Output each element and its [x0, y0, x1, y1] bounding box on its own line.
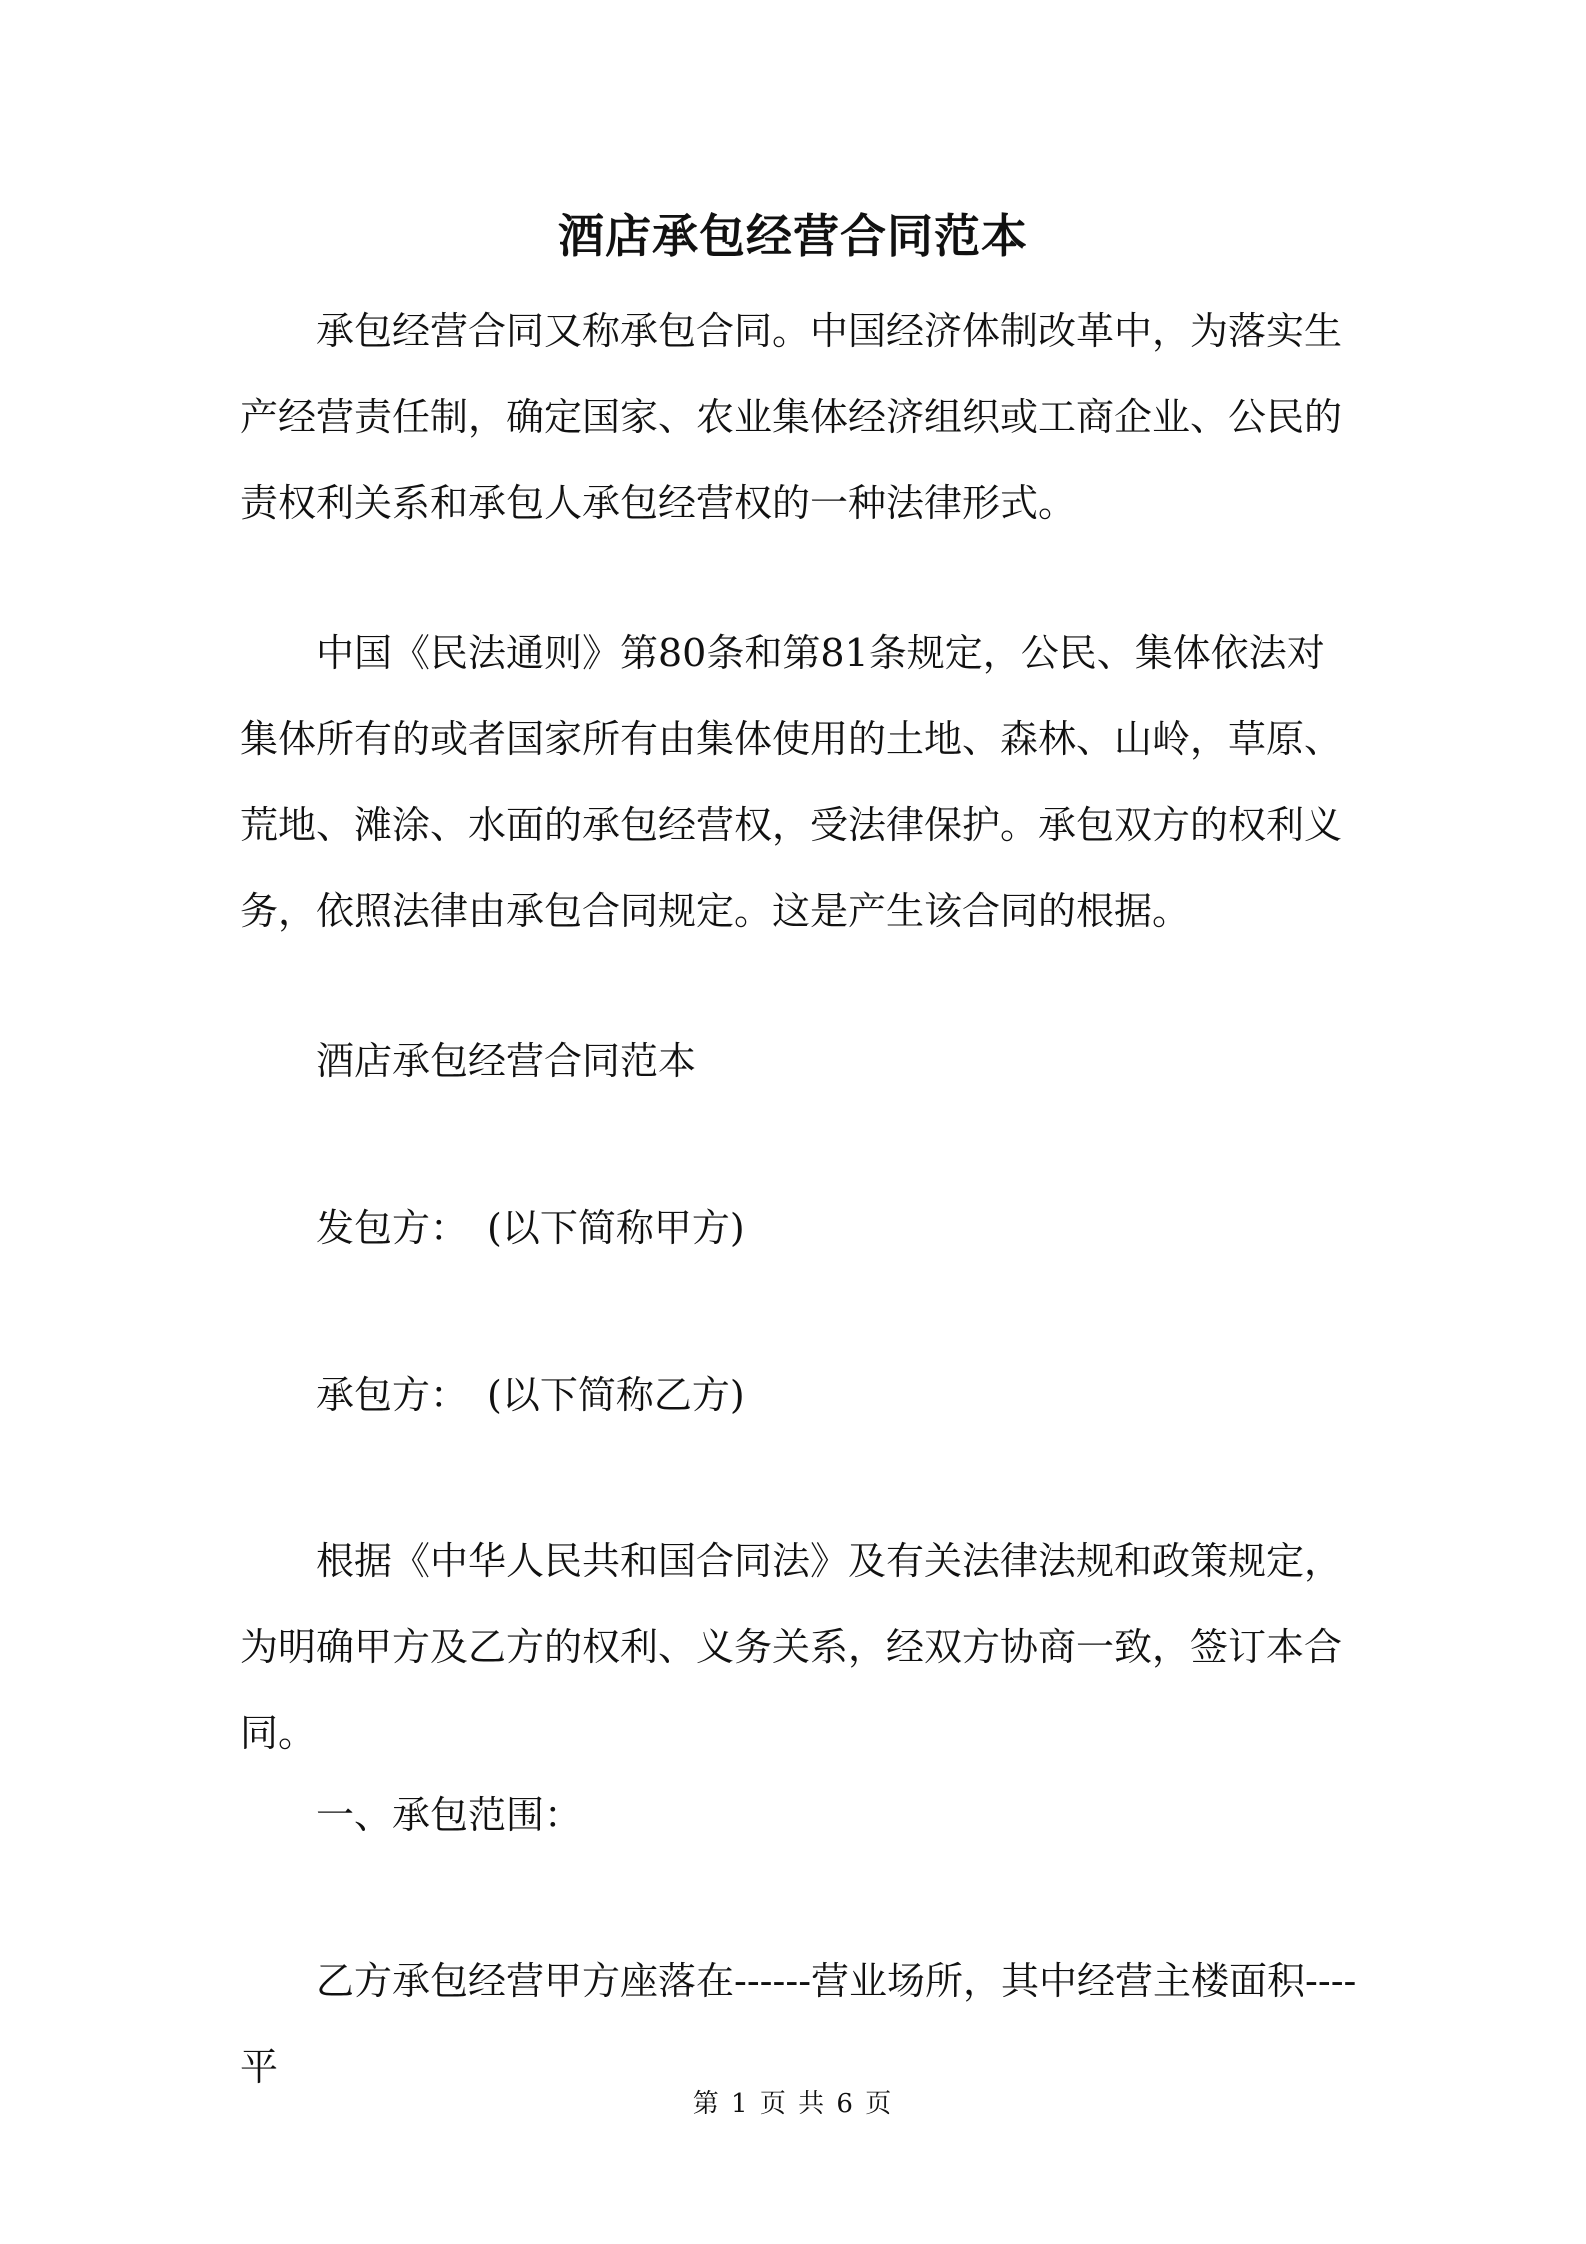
- section-heading-scope: 一、承包范围：: [316, 1793, 583, 1837]
- document-title: 酒店承包经营合同范本: [558, 209, 1028, 263]
- preamble-paragraph: 根据《中华人民共和国合同法》及有关法律法规和政策规定，为明确甲方及乙方的权利、义务关系，经双方协商一致，签订本合同。: [240, 1539, 1343, 1755]
- party-a-line: 发包方： (以下简称甲方): [316, 1206, 745, 1250]
- page-number-footer: 第 1 页 共 6 页: [692, 2089, 894, 2119]
- legal-basis-paragraph: 中国《民法通则》第80条和第81条规定，公民、集体依法对集体所有的或者国家所有由集体使用的土地、森林、山岭，草原、荒地、滩涂、水面的承包经营权，受法律保护。承包双方的权利义务，依照法律由承包合同规定。这是产生该合同的根据。: [240, 631, 1343, 933]
- intro-paragraph: 承包经营合同又称承包合同。中国经济体制改革中，为落实生产经营责任制，确定国家、农业集体经济组织或工商企业、公民的责权利关系和承包人承包经营权的一种法律形式。: [240, 309, 1343, 525]
- party-b-line: 承包方： (以下简称乙方): [316, 1373, 745, 1417]
- contract-subtitle: 酒店承包经营合同范本: [316, 1039, 697, 1083]
- scope-paragraph: 乙方承包经营甲方座落在------营业场所，其中经营主楼面积----平: [240, 1959, 1357, 2089]
